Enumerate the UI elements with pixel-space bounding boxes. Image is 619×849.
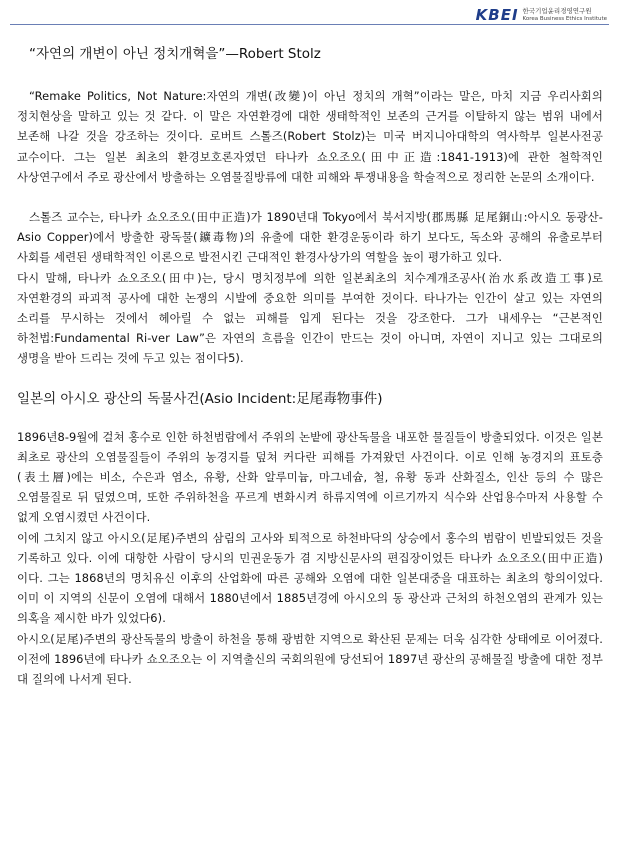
paragraph: 아시오(足尾)주변의 광산독물의 방출이 하천을 통해 광범한 지역으로 확산된 문제는 더욱 심각한 상태에로 이어졌다. 이전에 1896년에 타나카 쇼오조오는 이 지역출신의 국회의원에 당선되어 1897년 광산의 공해물질 방출에 대한 정부 대 질의에 나서게 된다. <box>17 631 603 687</box>
logo-text <box>523 7 607 23</box>
document-body <box>17 44 603 689</box>
paragraph: 1896년8-9월에 걸쳐 홍수로 인한 하천범람에서 주위의 논밭에 광산독물을 내포한 물질들이 방출되었다. 이것은 일본 최초로 광산의 오염물질들이 주위의 농경지를 덮쳐 커다란 피해를 가져왔던 사건이다. 이로 인해 농경지의 표토층(表土層)에는 비소, 수은과 염소, 유황, 산화 알루미늄, 마그네슘, 철, 유황 동과 산화질소, 인산 등의 수 많은 오염물질로 뒤 덮였으며, 또한 주위하천을 푸르게 변화시켜 하류지역에 이르기까지 식수와 산업용수마저 사용할 수 없게 오염시켰던 사건이다. <box>17 429 603 525</box>
paragraph: 다시 말해, 타나카 쇼오조오(田中)는, 당시 명치정부에 의한 일본최초의 치수계개조공사(治水系改造工事)로 자연환경의 파괴적 공사에 대한 논쟁의 시발에 중요한 의미를 부여한 것이다. 타나가는 인간이 살고 있는 자연의 소리를 무시하는 것에서 헤아릴 수 없는 피해를 입게 된다는 것을 강조한다. 그가 내세우는 “근본적인 하천법:Fundamental Ri-ver Law”은 자연의 흐름을 인간이 만드는 것이 아니며, 자연이 지니고 있는 그대로의 생명을 받아 드리는 것에 두고 있는 점이다5). <box>17 270 603 366</box>
header-divider <box>10 24 609 25</box>
section-title-stolz: “자연의 개변이 아닌 정치개혁을”—Robert Stolz <box>29 46 321 62</box>
paragraph: “Remake Politics, Not Nature:자연의 개변(改變)이 아닌 정치의 개혁”이라는 말은, 마치 지금 우리사회의 정치현상을 말하고 있는 것 같다. 이 말은 자연환경에 대한 생태학적인 보존의 근거를 이탈하지 않는 범위 내에서 보존해 나갈 것을 강조하는 것이다. 로버트 스톨즈(Robert Stolz)는 미국 버지니아대학의 역사학부 일본사전공 교수이다. 그는 일본 최초의 환경보호론자였던 타나카 쇼오조오(田中正造:1841-1913)에 관한 철학적인 사상연구에서 주로 광산에서 방출하는 오염물질방류에 대한 피해와 투쟁내용을 학술적으로 정리한 논문의 소개이다. <box>17 89 603 184</box>
org-name-korean: 한국기업윤리경영연구원 <box>522 7 592 15</box>
header-logo <box>476 6 607 24</box>
org-name-english: Korea Business Ethics Institute <box>522 16 607 22</box>
paragraph: 이에 그치지 않고 아시오(足尾)주변의 삼림의 고사와 퇴적으로 하천바닥의 상승에서 홍수의 범람이 빈발되었든 것을 기록하고 있다. 이에 대항한 사람이 당시의 민권운동가 겸 지방신문사의 편집장이었든 타나카 쇼오조오(田中正造)이다. 그는 1868년의 명치유신 이후의 산업화에 따른 공해와 오염에 대한 일본대중을 대표하는 최초의 항의이었다. 이미 이 지역의 신문이 오염에 대해서 1880년에서 1885년경에 아시오의 동 광산과 근처의 하천오염의 관계가 있는 의혹을 제시한 바가 있었다6). <box>17 530 603 626</box>
section-title-asio-incident: 일본의 아시오 광산의 독물사건(Asio Incident:足尾毒物事件) <box>17 390 383 407</box>
logo-mark: KBEI <box>475 6 519 24</box>
paragraph: 스톨즈 교수는, 타나카 쇼오조오(田中正造)가 1890년대 Tokyo에서 북서지방(郡馬縣 足尾銅山:아시오 동광산-Asio Copper)에서 방출한 광독물(鑛毒物)의 유출에 대한 환경운동이라 하기 보다도, 독소와 공해의 유출로부터 사회를 세련된 생태학적인 이론으로 발전시킨 근대적인 환경사상가의 역할을 높이 평가하고 있다. <box>17 210 603 265</box>
